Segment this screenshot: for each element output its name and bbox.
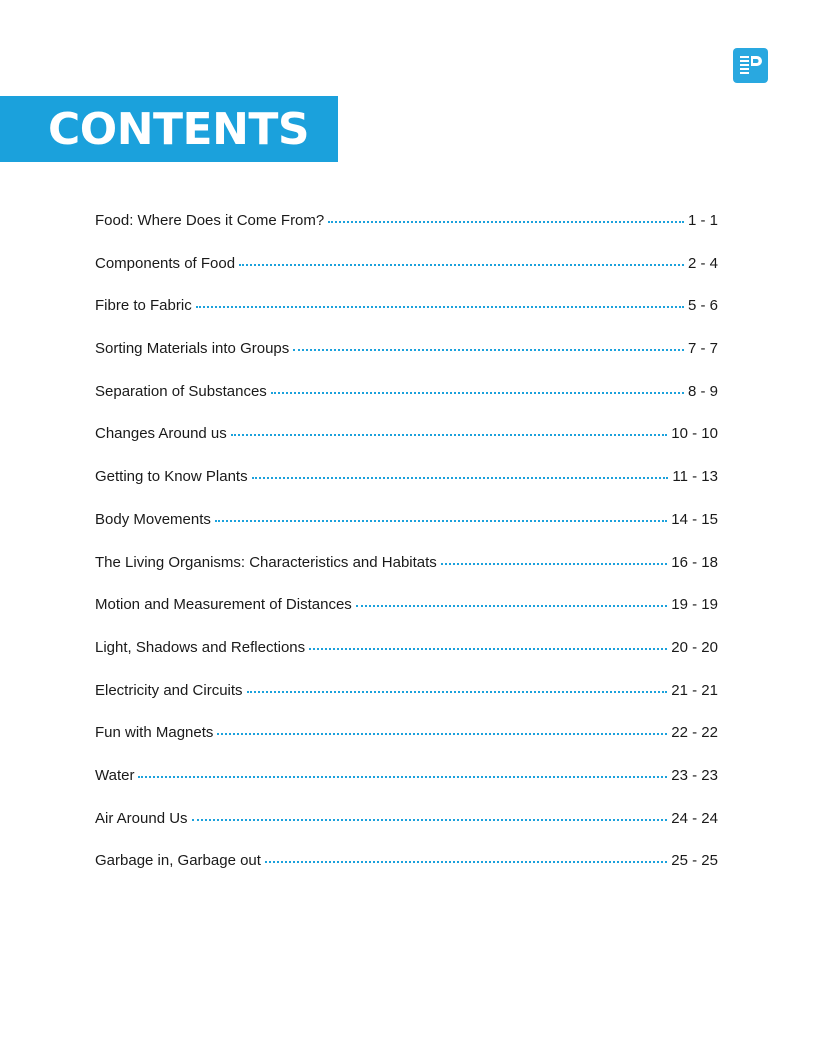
- toc-entry[interactable]: [95, 712, 718, 755]
- toc-entry-pages: 10 - 10: [671, 425, 718, 443]
- toc-entry-pages: 22 - 22: [671, 724, 718, 742]
- toc-entry-title: Food: Where Does it Come From?: [95, 212, 325, 229]
- toc-entry[interactable]: [95, 584, 718, 627]
- toc-entry-title: Changes Around us: [95, 425, 227, 443]
- toc-entry-pages: 21 - 21: [671, 681, 718, 699]
- toc-entry-pages: 24 - 24: [671, 809, 718, 827]
- toc-entry[interactable]: [95, 670, 718, 713]
- dot-leader: [356, 603, 668, 607]
- toc-entry-pages: 2 - 4: [687, 254, 718, 272]
- toc-entry[interactable]: [95, 798, 718, 841]
- toc-entry[interactable]: [95, 627, 718, 670]
- toc-entry-pages: 23 - 23: [671, 766, 718, 784]
- toc-entry-pages: 8 - 9: [687, 382, 718, 400]
- dot-leader: [192, 817, 668, 821]
- toc-entry-pages: 14 - 15: [671, 510, 718, 528]
- dot-leader: [247, 689, 668, 693]
- dot-leader: [231, 432, 668, 436]
- toc-entry-title: Garbage in, Garbage out: [95, 852, 261, 870]
- toc-entry-title: Air Around Us: [95, 809, 188, 827]
- toc-entry-title: Motion and Measurement of Distances: [95, 596, 352, 614]
- dot-leader: [441, 561, 667, 565]
- toc-entry-title: Electricity and Circuits: [95, 681, 243, 699]
- toc-entry[interactable]: [95, 243, 718, 286]
- toc-entry-pages: 11 - 13: [672, 468, 718, 486]
- toc-entry-title: Light, Shadows and Reflections: [95, 638, 306, 656]
- toc-entry[interactable]: [95, 755, 718, 798]
- toc-entry[interactable]: [95, 413, 718, 456]
- toc-entry[interactable]: [95, 371, 718, 414]
- toc-entry-title: Fun with Magnets: [95, 724, 214, 742]
- toc-entry-pages: 19 - 19: [671, 596, 718, 614]
- toc-entry[interactable]: [95, 542, 718, 585]
- toc-entry-title: Getting to Know Plants: [95, 468, 248, 486]
- dot-leader: [252, 475, 669, 479]
- toc-entry-title: The Living Organisms: Characteristics and Habitats: [95, 553, 437, 571]
- dot-leader: [265, 859, 667, 863]
- toc-entry[interactable]: [95, 499, 718, 542]
- p-logo-icon: [733, 48, 768, 83]
- toc-entry-title: Fibre to Fabric: [95, 297, 192, 315]
- toc-entry-pages: 1 - 1: [687, 212, 718, 229]
- toc-entry-pages: 7 - 7: [687, 340, 718, 358]
- toc-entry-title: Sorting Materials into Groups: [95, 340, 290, 358]
- toc-entry-title: Water: [95, 766, 135, 784]
- toc-entry[interactable]: [95, 456, 718, 499]
- dot-leader: [215, 518, 667, 522]
- dot-leader: [271, 390, 684, 394]
- toc-entry[interactable]: [95, 840, 718, 883]
- toc-entry-pages: 16 - 18: [671, 553, 718, 571]
- toc-entry-pages: 5 - 6: [687, 297, 718, 315]
- toc-entry-title: Body Movements: [95, 510, 211, 528]
- dot-leader: [309, 646, 667, 650]
- toc-entry-title: Components of Food: [95, 254, 236, 272]
- dot-leader: [196, 304, 684, 308]
- dot-leader: [239, 262, 684, 266]
- toc-entry[interactable]: [95, 285, 718, 328]
- toc-entry[interactable]: [95, 328, 718, 371]
- dot-leader: [328, 219, 684, 223]
- dot-leader: [217, 731, 667, 735]
- dot-leader: [138, 774, 667, 778]
- toc-entry-title: Separation of Substances: [95, 382, 267, 400]
- toc-entry-pages: 25 - 25: [671, 852, 718, 870]
- dot-leader: [293, 347, 684, 351]
- page-title: CONTENTS: [48, 104, 310, 155]
- toc-entry[interactable]: [95, 200, 718, 243]
- toc-entry-pages: 20 - 20: [671, 638, 718, 656]
- table-of-contents: [95, 200, 718, 883]
